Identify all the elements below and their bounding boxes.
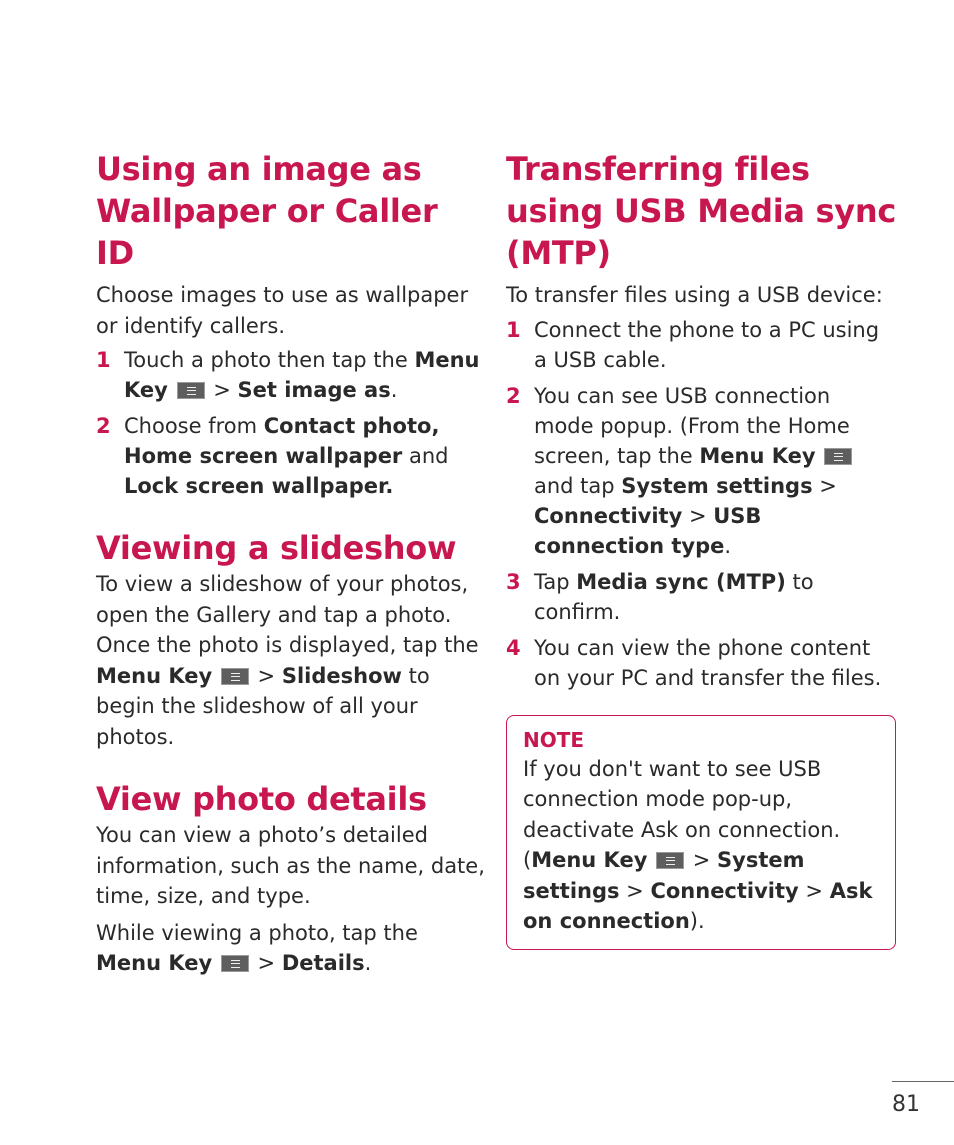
step-item xyxy=(96,411,486,501)
menu-key-icon xyxy=(824,448,852,465)
left-column xyxy=(96,148,486,979)
note-body: If you don't want to see USB connection mode pop-up, deactivate Ask on connection. (Menu Key > System settings > Connectivity > Ask on connection). xyxy=(523,756,873,933)
photo-details-instruction: While viewing a photo, tap the Menu Key > Details. xyxy=(96,920,418,975)
menu-key-icon xyxy=(221,955,249,972)
step-text: Touch a photo then tap the Menu Key > Set image as. xyxy=(124,348,480,402)
step-item xyxy=(96,345,486,405)
photo-details-body: You can view a photo’s detailed information, such as the name, date, time, size, and type. xyxy=(96,823,485,908)
step-item xyxy=(506,633,896,693)
step-text: Connect the phone to a PC using a USB cable. xyxy=(534,317,880,372)
section-title-wallpaper: Using an image as Wallpaper or Caller ID xyxy=(96,150,438,272)
menu-key-icon xyxy=(177,382,205,399)
usb-sync-steps xyxy=(506,315,896,693)
menu-key-icon xyxy=(221,668,249,685)
section-title-photo-details: View photo details xyxy=(96,780,427,818)
step-item xyxy=(506,381,896,561)
menu-key-icon xyxy=(656,852,684,869)
step-item xyxy=(506,315,896,375)
step-number: 4 xyxy=(506,635,521,660)
page-number: 81 xyxy=(892,1092,920,1117)
step-number: 2 xyxy=(96,414,111,438)
step-number: 1 xyxy=(96,348,111,372)
note-box xyxy=(506,715,896,950)
step-text: You can see USB connection mode popup. (From the Home screen, tap the Menu Key and tap System settings > Connectivity > USB connection type. xyxy=(534,381,896,561)
section-intro-wallpaper: Choose images to use as wallpaper or identify callers. xyxy=(96,283,469,338)
step-number: 3 xyxy=(506,569,521,594)
right-column xyxy=(506,148,896,950)
step-text: You can view the phone content on your PC and transfer the files. xyxy=(534,635,882,690)
section-intro-usb-sync: To transfer files using a USB device: xyxy=(506,283,883,307)
note-title: NOTE xyxy=(523,727,585,752)
step-number: 2 xyxy=(506,383,521,408)
section-title-usb-sync: Transferring files using USB Media sync (MTP) xyxy=(506,150,897,272)
slideshow-body: To view a slideshow of your photos, open the Gallery and tap a photo. Once the photo is displayed, tap the Menu Key > Slideshow to begin the slideshow of all your photos. xyxy=(96,572,479,749)
footer-divider xyxy=(892,1081,954,1082)
step-item xyxy=(506,567,896,627)
step-text: Choose from Contact photo, Home screen wallpaper and Lock screen wallpaper. xyxy=(124,414,449,498)
step-text: Tap Media sync (MTP) to confirm. xyxy=(534,569,814,624)
section-title-slideshow: Viewing a slideshow xyxy=(96,529,457,567)
wallpaper-steps xyxy=(96,345,486,501)
step-number: 1 xyxy=(506,317,521,342)
